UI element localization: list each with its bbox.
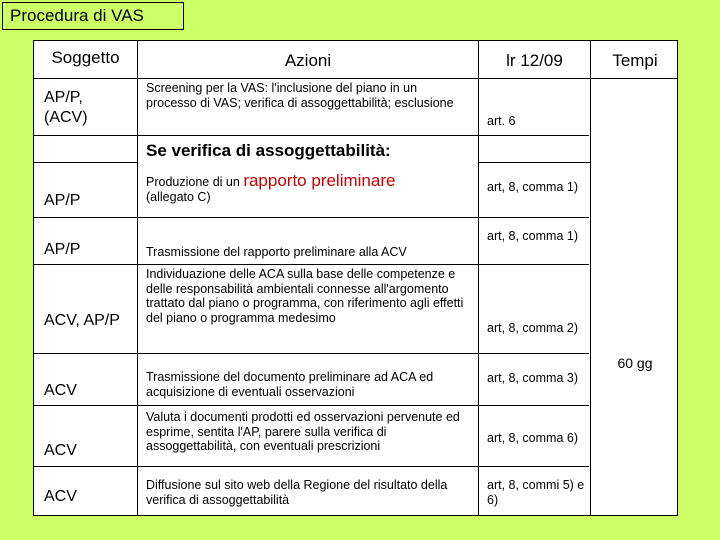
row-azione: Trasmissione del rapporto preliminare alla ACV <box>146 245 407 259</box>
row-soggetto: ACV <box>44 442 77 459</box>
column-divider <box>478 41 479 515</box>
row-soggetto: AP/P, (ACV) <box>44 89 88 126</box>
header-tempi: Tempi <box>612 51 658 70</box>
row-soggetto: AP/P <box>44 192 81 209</box>
page-title: Procedura di VAS <box>2 2 184 30</box>
column-divider <box>137 41 138 515</box>
row-divider <box>34 78 677 79</box>
header-lr: lr 12/09 <box>506 51 563 70</box>
column-divider <box>590 41 591 515</box>
row-azione: Diffusione sul sito web della Regione del risultato della verifica di assoggettabilità <box>146 478 448 507</box>
row-soggetto: ACV <box>44 488 77 505</box>
row-azione: Individuazione delle ACA sulla base delle competenze e delle responsabilità ambientali connesse all'argomento trattato dal piano o programma, con riferimento agli effetti del piano o programma medesimo <box>146 267 464 325</box>
row-azione: Valuta i documenti prodotti ed osservazioni pervenute ed esprime, sentita l'AP, parere sulla verifica di assoggettabilità, con eventuali prescrizioni <box>146 410 460 453</box>
row-lr: art, 8, comma 6) <box>487 431 578 445</box>
azione-text: (allegato C) <box>146 189 211 204</box>
tempi-value: 60 gg <box>617 355 653 371</box>
azione-text: Produzione di un <box>146 175 240 189</box>
row-divider <box>34 264 589 265</box>
row-lr: art, 8, comma 1) <box>487 229 578 243</box>
row-soggetto: AP/P <box>44 241 81 258</box>
row-lr: art. 6 <box>487 114 516 128</box>
row-lr: art, 8, comma 1) <box>487 180 578 194</box>
row-divider <box>34 405 589 406</box>
header-azioni: Azioni <box>284 51 332 70</box>
azione-highlight: rapporto preliminare <box>243 171 396 190</box>
row-lr: art, 8, commi 5) e 6) <box>487 478 585 507</box>
row-divider <box>34 217 589 218</box>
row-azione <box>146 171 476 204</box>
row-lr: art, 8, comma 2) <box>487 321 578 335</box>
vas-procedure-table <box>33 40 678 516</box>
row-divider <box>34 353 589 354</box>
header-soggetto: Soggetto <box>51 48 120 67</box>
row-divider <box>34 466 589 467</box>
section-label: Se verifica di assoggettabilità: <box>146 141 391 160</box>
row-lr: art, 8, comma 3) <box>487 371 578 385</box>
row-azione: Screening per la VAS: l'inclusione del piano in un processo di VAS; verifica di assoggettabilità; esclusione <box>146 81 454 110</box>
row-azione: Trasmissione del documento preliminare ad ACA ed acquisizione di eventuali osservazioni <box>146 370 434 399</box>
row-divider <box>34 135 589 136</box>
row-soggetto: ACV <box>44 382 77 399</box>
row-divider <box>478 162 590 163</box>
row-divider <box>34 162 137 163</box>
row-soggetto: ACV, AP/P <box>44 312 120 329</box>
